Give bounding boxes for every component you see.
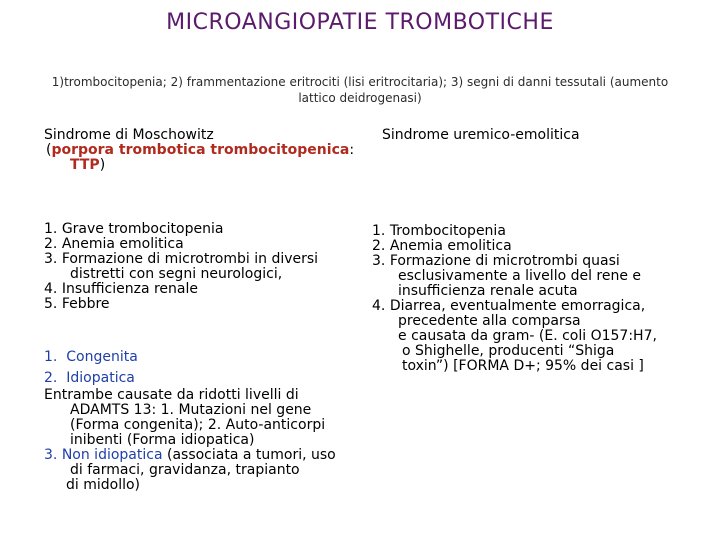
- list-item: [372, 239, 702, 254]
- item-num: 1.: [44, 349, 58, 365]
- left-heading-title: Sindrome di Moschowitz: [44, 127, 214, 143]
- right-heading: Sindrome uremico-emolitica: [382, 127, 580, 143]
- item-num: 1.: [372, 223, 386, 239]
- item-num: 2.: [372, 238, 386, 254]
- list-item: [44, 252, 364, 282]
- causes-text: [44, 388, 364, 448]
- item-num: 4.: [372, 298, 386, 314]
- item-text-cont: o Shighelle, producenti “Shiga: [402, 343, 615, 359]
- highlight-ttp-fullname: porpora trombotica trombocitopenica: [51, 142, 350, 158]
- item-num: 5.: [44, 296, 58, 312]
- list-item: [44, 297, 364, 312]
- left-heading: [44, 128, 364, 173]
- item-text: Formazione di microtrombi quasi: [389, 253, 620, 269]
- list-item: [44, 371, 364, 386]
- colon: :: [349, 142, 355, 158]
- left-heading-abbr-line: [44, 158, 364, 173]
- left-heading-subtitle: [44, 143, 364, 158]
- item-text-cont: di midollo): [66, 477, 141, 493]
- list-item: [44, 448, 364, 493]
- item-text-cont: insufficienza renale acuta: [398, 283, 578, 299]
- page-title: MICROANGIOPATIE TROMBOTICHE: [166, 10, 554, 35]
- item-text-cont: di farmaci, gravidanza, trapianto: [70, 462, 300, 478]
- causes-line: inibenti (Forma idiopatica): [70, 432, 255, 448]
- item-text-cont: toxin”) [FORMA D+; 95% dei casi ]: [402, 358, 644, 374]
- list-item: [44, 237, 364, 252]
- list-item: [44, 282, 364, 297]
- item-num: 4.: [44, 281, 58, 297]
- highlight-ttp-abbr: TTP: [70, 157, 100, 173]
- type-non-idiopatica: Non idiopatica: [61, 447, 163, 463]
- item-text-cont: esclusivamente a livello del rene e: [398, 268, 642, 284]
- type-idiopatica: Idiopatica: [66, 370, 135, 386]
- right-symptom-list: [372, 224, 702, 374]
- item-num: 3.: [44, 251, 58, 267]
- list-item: [44, 350, 364, 365]
- open-paren: (: [46, 142, 52, 158]
- list-item: [372, 224, 702, 239]
- causes-line: ADAMTS 13: 1. Mutazioni nel gene: [70, 402, 312, 418]
- list-item: [372, 254, 702, 299]
- item-num: 3.: [372, 253, 386, 269]
- item-text: Formazione di microtrombi in diversi: [61, 251, 319, 267]
- item-text: Grave trombocitopenia: [61, 221, 224, 237]
- subtitle-criteria: 1)trombocitopenia; 2) frammentazione eritrociti (lisi eritrocitaria); 3) segni di danni tessutali (aumento lattico deidrogenasi): [51, 75, 669, 105]
- type-congenita: Congenita: [66, 349, 138, 365]
- left-types-list: [44, 350, 364, 493]
- item-text: Anemia emolitica: [61, 236, 184, 252]
- close-paren: ): [99, 157, 106, 173]
- item-text-cont: precedente alla comparsa: [398, 313, 581, 329]
- list-item: [372, 299, 702, 374]
- item-text-cont: e causata da gram- (E. coli O157:H7,: [398, 328, 657, 344]
- item-num: 3.: [44, 447, 58, 463]
- item-text: Febbre: [61, 296, 110, 312]
- item-text: Trombocitopenia: [389, 223, 506, 239]
- item-text: (associata a tumori, uso: [166, 447, 336, 463]
- item-text-cont: distretti con segni neurologici,: [70, 266, 283, 282]
- item-text: Insufficienza renale: [61, 281, 198, 297]
- item-num: 1.: [44, 221, 58, 237]
- list-item: [44, 222, 364, 237]
- item-num: 2.: [44, 370, 58, 386]
- item-text: Anemia emolitica: [389, 238, 512, 254]
- item-num: 2.: [44, 236, 58, 252]
- causes-intro: Entrambe causate da ridotti livelli di: [44, 387, 299, 403]
- left-symptom-list: [44, 222, 364, 312]
- item-text: Diarrea, eventualmente emorragica,: [389, 298, 646, 314]
- causes-line: (Forma congenita); 2. Auto-anticorpi: [70, 417, 326, 433]
